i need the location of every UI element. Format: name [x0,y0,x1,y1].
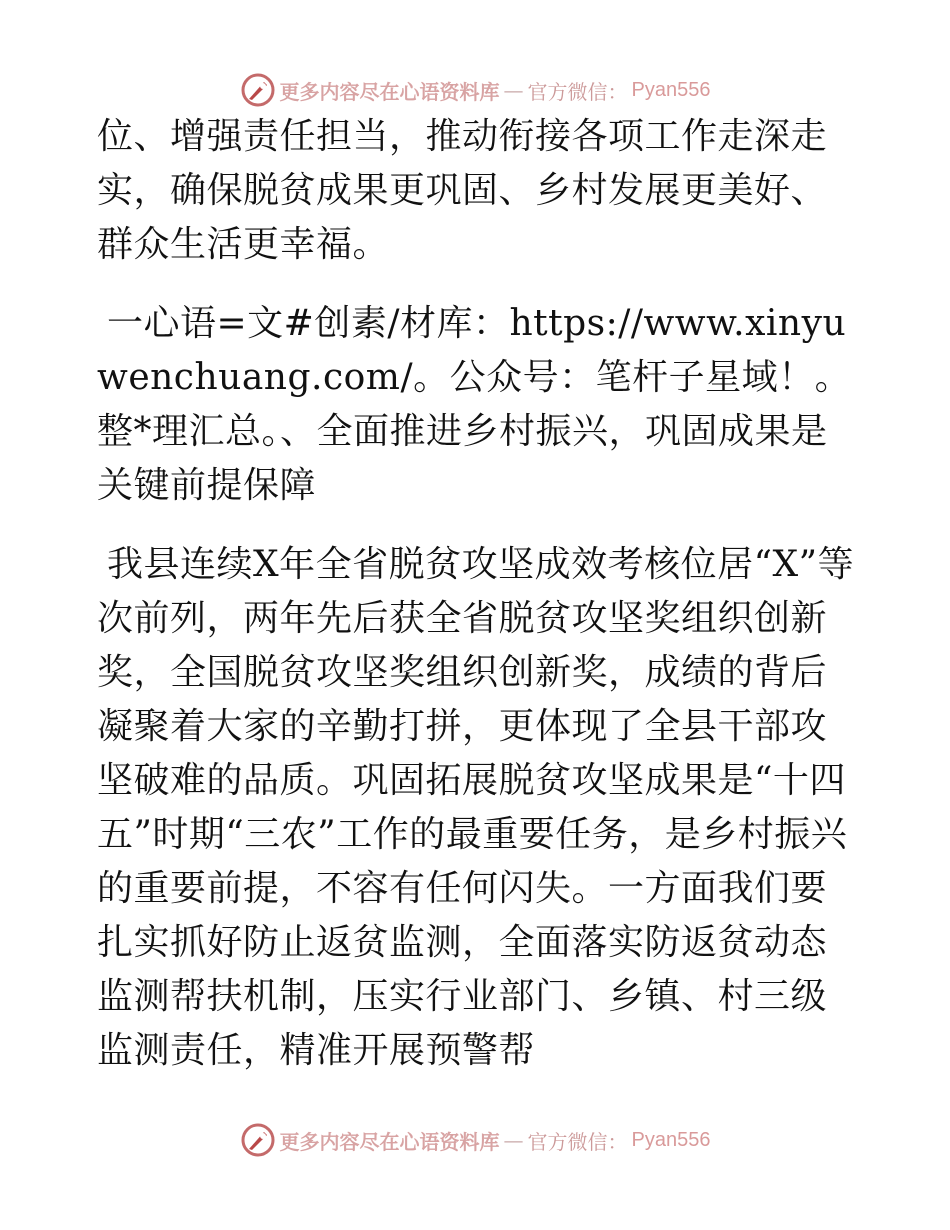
paragraph: 我县连续X年全省脱贫攻坚成效考核位居“X”等次前列，两年先后获全省脱贫攻坚奖组织创新奖，全国脱贫攻坚奖组织创新奖，成绩的背后凝聚着大家的辛勤打拼，更体现了全县干部攻坚破难的品质。巩固拓展脱贫攻坚成果是“十四五”时期“三农”工作的最重要任务，是乡村振兴的重要前提，不容有任何闪失。一方面我们要扎实抓好防止返贫监测，全面落实防返贫动态监测帮扶机制，压实行业部门、乡镇、村三级监测责任，精准开展预警帮 [97,544,855,1071]
watermark-separator: — [503,1128,524,1152]
watermark-wechat-label: 官方微信： [527,79,628,104]
watermark-handle: Pyan556 [631,78,711,101]
paragraph: 一心语=文#创素/材库：https://www.xinyuwenchuang.com/。公众号：笔杆子星域！。整*理汇总。、全面推进乡村振兴，巩固成果是关键前提保障 [97,303,852,506]
header-watermark [0,70,950,110]
document-body [97,110,857,1103]
watermark-separator: — [503,78,524,102]
feather-pen-circle-icon [240,1122,276,1158]
watermark-text: 更多内容尽在心语资料库 [279,79,500,104]
footer-watermark [0,1120,950,1160]
watermark-text: 更多内容尽在心语资料库 [279,1129,500,1154]
paragraph: 位、增强责任担当，推动衔接各项工作走深走实，确保脱贫成果更巩固、乡村发展更美好、群众生活更幸福。 [97,116,828,265]
watermark-handle: Pyan556 [631,1128,711,1151]
feather-pen-circle-icon [240,72,276,108]
watermark-wechat-label: 官方微信： [527,1129,628,1154]
